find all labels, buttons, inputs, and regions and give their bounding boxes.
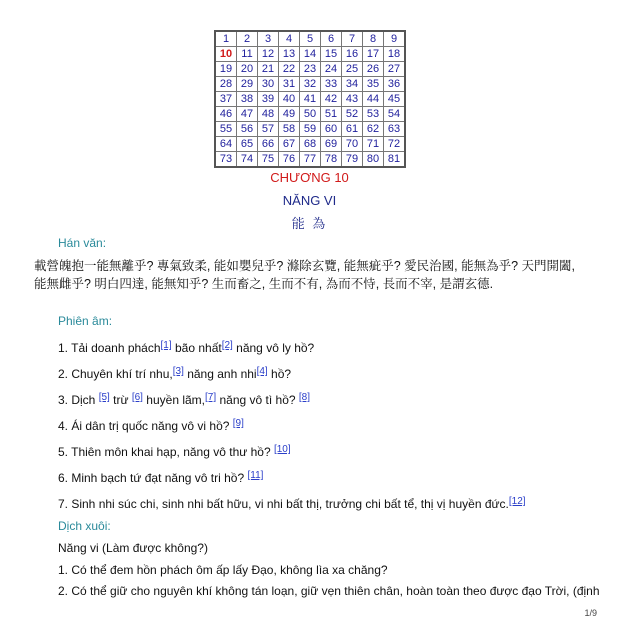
grid-cell[interactable]: 68 [300,137,321,152]
grid-cell[interactable]: 74 [237,152,258,168]
grid-cell[interactable]: 10 [215,47,237,62]
phien-am-line-2: 2. Chuyên khí trí nhu,[3] năng anh nhi[4] hồ? [58,366,292,381]
grid-cell[interactable]: 8 [363,31,384,47]
dich-xuoi-line-2: 2. Có thể giữ cho nguyên khí không tán loạn, giữ vẹn thiên chân, hoàn toàn theo được đạo Trời, (định [58,584,600,598]
grid-cell[interactable]: 69 [321,137,342,152]
grid-cell[interactable]: 76 [279,152,300,168]
grid-row [215,152,405,168]
grid-cell[interactable]: 72 [384,137,406,152]
footnote-link[interactable]: [9] [232,418,244,429]
grid-row [215,122,405,137]
grid-cell[interactable]: 50 [300,107,321,122]
grid-cell[interactable]: 15 [321,47,342,62]
grid-cell[interactable]: 79 [342,152,363,168]
grid-cell[interactable]: 34 [342,77,363,92]
grid-cell[interactable]: 61 [342,122,363,137]
han-van-text: 載營魄抱一能無離乎? 專氣致柔, 能如嬰兒乎? 滌除玄覽, 能無疵乎? 愛民治國, 能無為乎? 天門開闔, 能無雌乎? 明白四達, 能無知乎? 生而畜之, 生而不有, 為而不恃, 長而不宰, 是謂玄德. [34,259,576,291]
grid-cell[interactable]: 19 [215,62,237,77]
grid-cell[interactable]: 40 [279,92,300,107]
grid-cell[interactable]: 58 [279,122,300,137]
grid-cell[interactable]: 78 [321,152,342,168]
grid-cell[interactable]: 51 [321,107,342,122]
grid-cell[interactable]: 29 [237,77,258,92]
grid-cell[interactable]: 45 [384,92,406,107]
footnote-link[interactable]: [12] [508,496,526,507]
dich-xuoi-title: Năng vi (Làm được không?) [58,541,208,555]
phien-am-label: Phiên âm: [58,314,113,328]
grid-cell[interactable]: 26 [363,62,384,77]
grid-cell[interactable]: 38 [237,92,258,107]
grid-cell[interactable]: 63 [384,122,406,137]
grid-cell[interactable]: 2 [237,31,258,47]
grid-cell[interactable]: 65 [237,137,258,152]
grid-cell[interactable]: 27 [384,62,406,77]
grid-cell[interactable]: 49 [279,107,300,122]
grid-cell[interactable]: 6 [321,31,342,47]
footnote-link[interactable]: [10] [273,444,291,455]
page-number: 1/9 [584,608,597,618]
grid-cell[interactable]: 12 [258,47,279,62]
grid-cell[interactable]: 66 [258,137,279,152]
grid-cell[interactable]: 32 [300,77,321,92]
grid-row [215,107,405,122]
footnote-link[interactable]: [2] [221,340,233,351]
grid-cell[interactable]: 28 [215,77,237,92]
grid-cell[interactable]: 71 [363,137,384,152]
grid-cell[interactable]: 43 [342,92,363,107]
grid-cell[interactable]: 31 [279,77,300,92]
grid-cell[interactable]: 46 [215,107,237,122]
grid-cell[interactable]: 52 [342,107,363,122]
grid-cell[interactable]: 35 [363,77,384,92]
chapter-title-vn: NĂNG VI [282,193,337,208]
dich-xuoi-line-1: 1. Có thể đem hồn phách ôm ấp lấy Đạo, không lìa xa chăng? [58,563,388,577]
grid-cell[interactable]: 55 [215,122,237,137]
grid-cell[interactable]: 48 [258,107,279,122]
grid-row [215,92,405,107]
grid-row [215,62,405,77]
grid-cell[interactable]: 53 [363,107,384,122]
grid-cell[interactable]: 39 [258,92,279,107]
grid-cell[interactable]: 18 [384,47,406,62]
dich-xuoi-label: Dịch xuôi: [58,519,111,533]
han-van-label: Hán văn: [58,236,107,250]
grid-cell[interactable]: 24 [321,62,342,77]
grid-cell[interactable]: 57 [258,122,279,137]
grid-cell[interactable]: 21 [258,62,279,77]
grid-cell[interactable]: 5 [300,31,321,47]
grid-row [215,77,405,92]
grid-cell[interactable]: 67 [279,137,300,152]
grid-cell[interactable]: 33 [321,77,342,92]
footnote-link[interactable]: [11] [247,470,264,481]
grid-cell[interactable]: 70 [342,137,363,152]
grid-cell[interactable]: 30 [258,77,279,92]
grid-cell[interactable]: 13 [279,47,300,62]
footnote-link[interactable]: [7] [205,392,217,403]
grid-row [215,31,405,47]
grid-cell[interactable]: 64 [215,137,237,152]
grid-cell[interactable]: 73 [215,152,237,168]
footnote-link[interactable]: [1] [160,340,172,351]
grid-cell[interactable]: 14 [300,47,321,62]
grid-cell[interactable]: 9 [384,31,406,47]
grid-cell[interactable]: 47 [237,107,258,122]
grid-cell[interactable]: 42 [321,92,342,107]
grid-cell[interactable]: 80 [363,152,384,168]
footnote-link[interactable]: [4] [256,366,268,377]
phien-am-line-5: 5. Thiên môn khai hạp, năng vô thư hồ? [10] [58,444,291,459]
grid-cell[interactable]: 20 [237,62,258,77]
chapter-heading: CHƯƠNG 10 [270,170,349,185]
grid-cell[interactable]: 77 [300,152,321,168]
grid-cell[interactable]: 3 [258,31,279,47]
grid-cell[interactable]: 44 [363,92,384,107]
grid-cell[interactable]: 1 [215,31,237,47]
phien-am-line-1: 1. Tải doanh phách[1] bão nhất[2] năng vô ly hồ? [58,340,315,355]
grid-cell[interactable]: 4 [279,31,300,47]
grid-cell[interactable]: 17 [363,47,384,62]
footnote-link[interactable]: [8] [298,392,310,403]
grid-cell[interactable]: 37 [215,92,237,107]
grid-cell[interactable]: 41 [300,92,321,107]
phien-am-line-7: 7. Sinh nhi súc chi, sinh nhi bất hữu, vi nhi bất thị, trưởng chi bất tể, thị vị huyền đức.[12] [58,496,526,511]
phien-am-line-3: 3. Dịch [5] trừ [6] huyền lãm,[7] năng vô tì hồ? [8] [58,392,310,407]
grid-cell[interactable]: 22 [279,62,300,77]
grid-cell[interactable]: 81 [384,152,406,168]
number-grid [214,30,406,168]
phien-am-line-4: 4. Ái dân trị quốc năng vô vi hồ? [9] [58,418,244,433]
phien-am-line-6: 6. Minh bạch tứ đạt năng vô tri hồ? [11] [58,470,264,485]
grid-cell[interactable]: 36 [384,77,406,92]
footnote-link[interactable]: [5] [98,392,110,403]
grid-cell[interactable]: 11 [237,47,258,62]
footnote-link[interactable]: [3] [172,366,184,377]
grid-cell[interactable]: 56 [237,122,258,137]
grid-row [215,47,405,62]
grid-cell[interactable]: 25 [342,62,363,77]
grid-cell[interactable]: 7 [342,31,363,47]
grid-cell[interactable]: 23 [300,62,321,77]
grid-cell[interactable]: 54 [384,107,406,122]
grid-cell[interactable]: 62 [363,122,384,137]
footnote-link[interactable]: [6] [131,392,143,403]
grid-cell[interactable]: 16 [342,47,363,62]
chapter-title-han: 能 為 [291,216,328,231]
grid-cell[interactable]: 60 [321,122,342,137]
grid-cell[interactable]: 75 [258,152,279,168]
grid-row [215,137,405,152]
grid-cell[interactable]: 59 [300,122,321,137]
